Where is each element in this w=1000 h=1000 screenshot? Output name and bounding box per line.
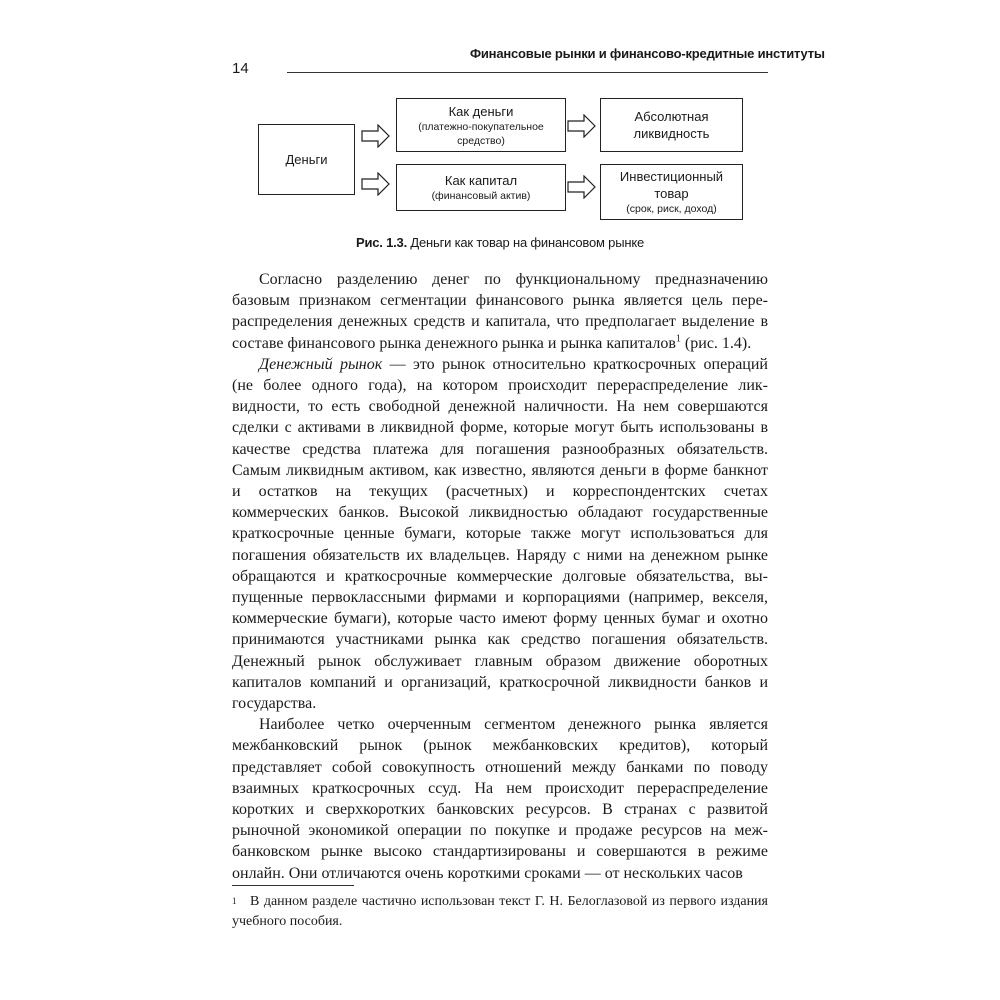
arrow-to-as-capital bbox=[361, 172, 391, 196]
box-investment-good-sublabel: (срок, риск, доход) bbox=[626, 203, 717, 215]
box-as-money-label: Как деньги bbox=[448, 103, 514, 119]
footnote bbox=[232, 892, 768, 932]
paragraph-1-end: (рис. 1.4). bbox=[680, 334, 752, 352]
footnote-text: В данном разделе частично использован текст Г. Н. Белоглазовой из первого издания учебного пособия. bbox=[232, 894, 768, 929]
box-as-capital bbox=[396, 164, 566, 211]
box-as-money bbox=[396, 98, 566, 152]
box-as-capital-sublabel: (финансовый актив) bbox=[431, 190, 531, 202]
figure-caption-label: Рис. 1.3. bbox=[356, 235, 407, 250]
paragraph-3-text: Наиболее четко очерченным сегментом денежного рынка является межбанковский рынок (рынок межбанковских кредитов), который представляет собой совокупность отношений между банками по поводу взаимных краткосрочных ссуд. На нем происходит перераспределение коротких и сверхкоротких банковских ресурсов. В странах с развитой рыночной экономикой операции по покупке и продаже ресурсов на межбанковском рынке высоко стандартизированы и совершаются в режиме онлайн. Они отличаются очень короткими сроками — от нескольких часов bbox=[232, 716, 768, 882]
paragraph-3 bbox=[232, 714, 768, 884]
paragraph-2 bbox=[232, 354, 768, 714]
arrow-to-as-money bbox=[361, 124, 391, 148]
term-money-market: Денежный рынок bbox=[259, 355, 383, 373]
box-money-label: Деньги bbox=[285, 152, 328, 167]
box-absolute-liquidity-label: Абсолютная ликвидность bbox=[633, 109, 710, 141]
box-as-capital-label: Как капитал bbox=[444, 173, 518, 188]
box-as-money-sublabel: (платежно-покупательное средство) bbox=[418, 120, 544, 147]
arrow-to-absolute-liquidity bbox=[567, 114, 597, 138]
figure-caption bbox=[232, 235, 768, 250]
paragraph-1 bbox=[232, 269, 768, 354]
footnote-mark: 1 bbox=[232, 896, 237, 906]
footnote-rule bbox=[232, 885, 354, 886]
arrow-to-investment-good bbox=[567, 175, 597, 199]
footnote-reference[interactable]: 1 bbox=[675, 333, 681, 345]
box-investment-good bbox=[600, 164, 743, 220]
body-text bbox=[232, 269, 768, 884]
box-investment-good-label: Инвестиционный товар bbox=[619, 169, 724, 201]
paragraph-2-text: — это рынок относительно краткосрочных операций (не более одного года), на котором происходит перераспределение ликвидности, то есть свободной денежной наличности. На нем совершаются сделки с активами в ликвидной форме, которые могут быть использованы в качестве средства платежа для погашения разнообразных обязательств. Самым ликвидным активом, как известно, являются деньги в форме банкнот и остатков на текущих (расчетных) и корреспондентских счетах коммерческих банков. Высокой ликвидностью обладают государственные краткосрочные ценные бумаги, которые также могут использоваться для погашения обязательств их владельцев. Наряду с ними на денежном рынке обращаются и краткосрочные коммерческие долговые обязательства, выпущенные первоклассными фирмами и корпорациями (например, векселя, коммерческие бумаги), которые часто имеют форму ценных бумаг и охотно принимаются участниками рынка как средство погашения обязательств. Денежный рынок обслуживает главным образом движение оборотных капиталов компаний и организаций, краткосрочной ликвидности банков и государства. bbox=[232, 355, 768, 713]
box-money bbox=[258, 124, 355, 195]
page-number: 14 bbox=[232, 60, 249, 77]
running-title: Финансовые рынки и финансово-кредитные институты bbox=[470, 46, 825, 61]
paragraph-1-text: Согласно разделению денег по функциональному предназначению базовым признаком сегментации финансового рынка является цель перераспределения денежных средств и капитала, что предполагает выделение в составе финансового рынка денежного рынка и рынка капиталов bbox=[232, 271, 768, 352]
figure-diagram bbox=[0, 0, 1000, 240]
figure-caption-text: Деньги как товар на финансовом рынке bbox=[407, 235, 644, 250]
box-absolute-liquidity bbox=[600, 98, 743, 152]
